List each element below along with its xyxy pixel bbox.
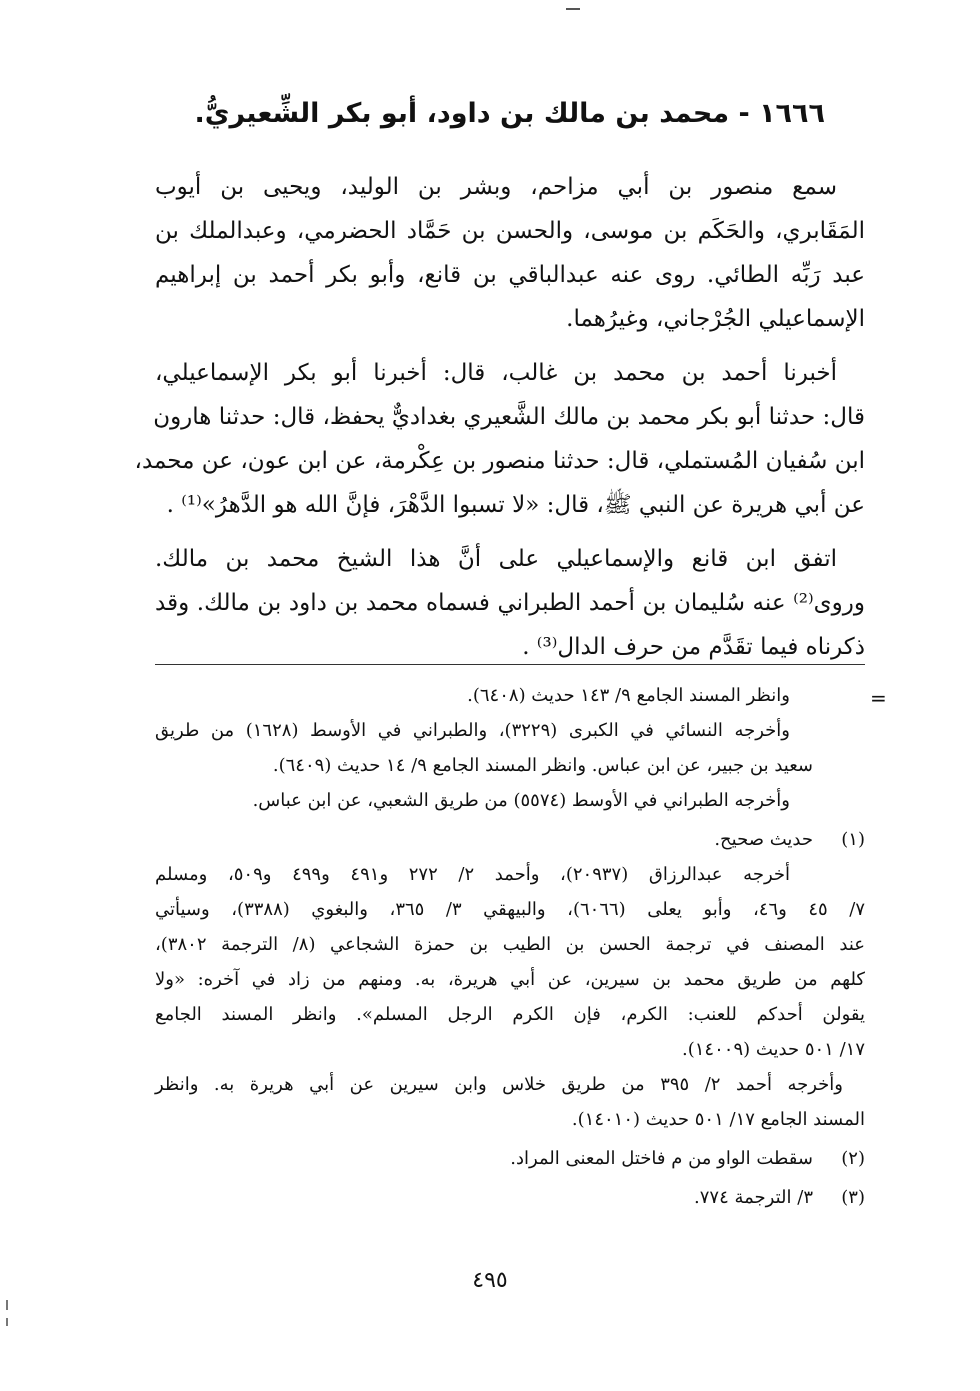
text-line: اتفق ابن قانع والإسماعيلي على أنَّ هذا الشيخ محمد بن مالك.	[155, 546, 837, 572]
footnote-continuation	[155, 678, 865, 818]
note-paragraph	[155, 537, 865, 669]
text-line: عن أبي هريرة عن النبي ﷺ، قال: «لا تسبوا الدَّهْرَ، فإنَّ الله هو الدَّهرُ»⁽¹⁾ .	[166, 492, 865, 518]
text-line: عبد رَبِّه الطائي. روى عنه عبدالباقي بن قانع، وأبو بكر أحمد بن إبراهيم	[155, 262, 865, 288]
footnote-line: ٣/ الترجمة ٧٧٤.	[694, 1187, 813, 1208]
footnote-3	[155, 1180, 865, 1215]
text-line: سمع منصور بن أبي مزاحم، وبشر بن الوليد، ويحيى بن أيوب	[155, 174, 837, 200]
text-line: ذكرناه فيما تقَدَّم من حرف الدال⁽³⁾ .	[522, 634, 865, 660]
page-number: ٤٩٥	[472, 1268, 508, 1293]
text-line: ابن سُفيان المُستملي، قال: حدثنا منصور بن عِكْرمة، عن ابن عون، عن محمد،	[134, 448, 865, 474]
footnote-2	[155, 1141, 865, 1176]
footnote-line: وأخرجه الطبراني في الأوسط (٥٥٧٤) من طريق الشعبي، عن ابن عباس.	[252, 790, 790, 811]
footnote-line: ١٧/ ٥٠١ حديث (١٤٠٠٩).	[682, 1039, 865, 1060]
footnote-number: (١)	[841, 829, 865, 850]
footnote-line: سعيد بن جبير، عن ابن عباس. وانظر المسند الجامع ٩/ ١٤ حديث (٦٤٠٩).	[272, 755, 813, 776]
scan-mark	[566, 8, 580, 10]
main-text	[134, 165, 865, 679]
biography-paragraph	[155, 165, 865, 341]
footnote-line: ٧/ ٤٥ و٤٦، وأبو يعلى (٦٠٦٦)، والبيهقي ٣/ ٣٦٥، والبغوي (٣٣٨٨)، وسيأتي	[155, 899, 865, 920]
footnote-1	[155, 822, 865, 1137]
footnote-line: وأخرجه أحمد ٢/ ٣٩٥ من طريق خلاس وابن سيرين عن أبي هريرة به. وانظر	[155, 1074, 843, 1095]
footnote-line: وأخرجه النسائي في الكبرى (٣٢٢٩)، والطبراني في الأوسط (١٦٢٨) من طريق	[155, 720, 790, 741]
text-line: وروى⁽²⁾ عنه سُليمان بن أحمد الطبراني فسماه محمد بن داود بن مالك. وقد	[155, 590, 865, 616]
footnote-line: كلهم من طريق محمد بن سيرين، عن أبي هريرة، به. ومنهم من زاد في آخره: «ولا	[155, 969, 865, 990]
text-line: المَقَابري، والحَكَم بن موسى، والحسن بن حَمَّاد الحضرمي، وعبدالملك بن	[155, 218, 865, 244]
scan-edge-mark	[6, 1300, 8, 1310]
text-line: أخبرنا أحمد بن محمد بن غالب، قال: أخبرنا أبو بكر الإسماعيلي،	[155, 360, 837, 386]
footnote-number: (٣)	[841, 1187, 865, 1208]
footnote-separator	[155, 664, 865, 665]
footnote-line: وانظر المسند الجامع ٩/ ١٤٣ حديث (٦٤٠٨).	[467, 685, 790, 706]
continuation-marker: =	[870, 686, 887, 710]
text-line: قال: حدثنا أبو بكر محمد بن مالك الشَّعيري بغداديٌّ يحفظ، قال: حدثنا هارون	[153, 404, 865, 430]
footnote-line: سقطت الواو من م فاختل المعنى المراد.	[510, 1148, 813, 1169]
hadith-paragraph	[134, 351, 865, 527]
footnote-line: حديث صحيح.	[714, 829, 813, 850]
footnote-line: يقولن أحدكم للعنب: الكرم، فإن الكرم الرجل المسلم». وانظر المسند الجامع	[155, 1004, 865, 1025]
scan-edge-mark	[6, 1318, 8, 1326]
footnote-line: عند المصنف في ترجمة الحسن بن الطيب بن حمزة الشجاعي (٨/ الترجمة ٣٨٠٢)،	[155, 934, 866, 955]
footnotes	[155, 678, 865, 1219]
footnote-number: (٢)	[841, 1148, 865, 1169]
footnote-line: أخرجه عبدالرزاق (٢٠٩٣٧)، وأحمد ٢/ ٢٧٢ و٤٩١ و٤٩٩ و٥٠٩، ومسلم	[155, 864, 791, 885]
entry-heading: ١٦٦٦ - محمد بن مالك بن داود، أبو بكر الشِّعيريُّ.	[194, 98, 825, 129]
text-line: الإسماعيلي الجُرْجاني، وغيرُهما.	[566, 306, 865, 332]
footnote-line: المسند الجامع ١٧/ ٥٠١ حديث (١٤٠١٠).	[571, 1109, 865, 1130]
